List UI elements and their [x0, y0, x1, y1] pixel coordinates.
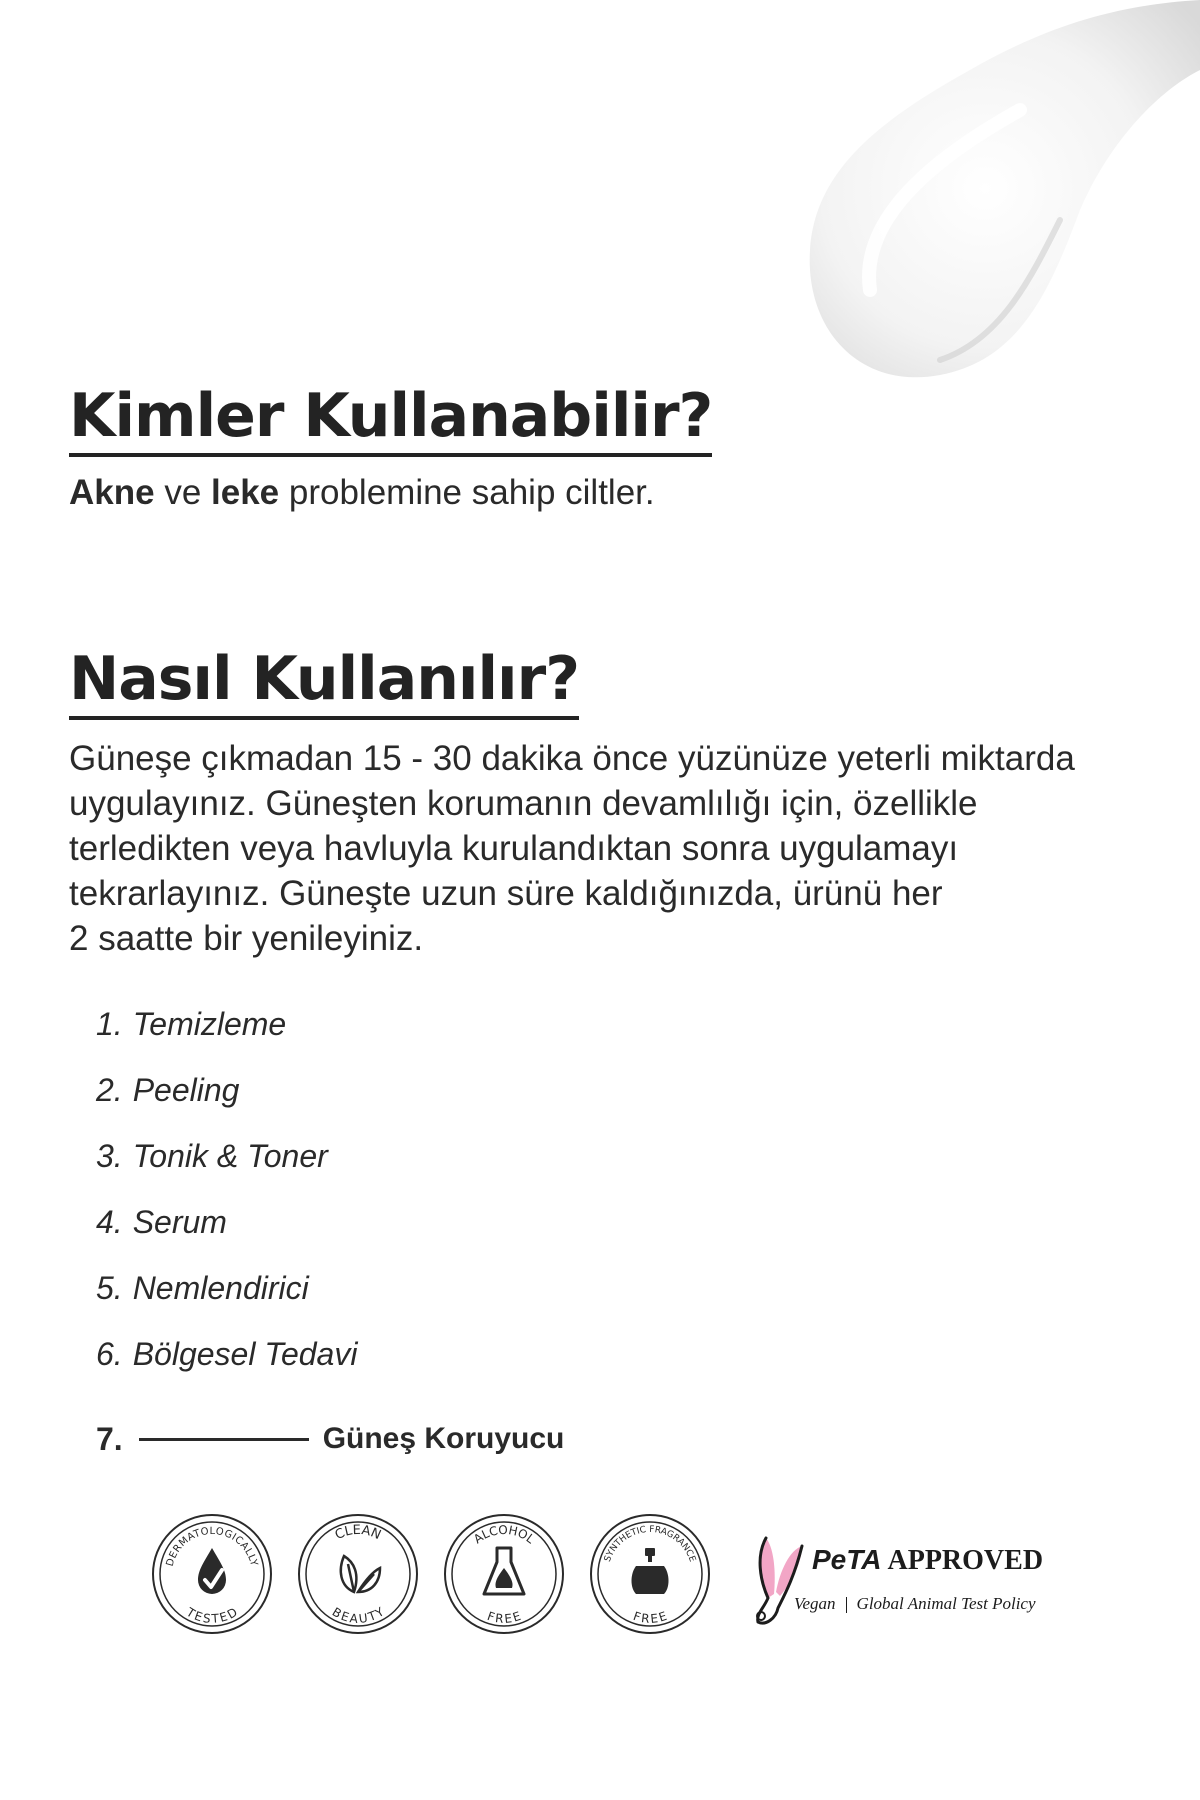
step-label: Serum: [132, 1204, 227, 1240]
approved-text: APPROVED: [887, 1545, 1044, 1576]
svg-text:CLEAN: [333, 1523, 383, 1543]
list-item: [96, 1072, 564, 1138]
svg-text:FREE: [485, 1609, 522, 1626]
badge-top-text: ALCOHOL: [470, 1522, 538, 1547]
peta-approved-title: [812, 1544, 1043, 1577]
step-number: 1.: [96, 1006, 123, 1042]
badge-bottom-text: TESTED: [183, 1604, 240, 1626]
akne-text: Akne: [69, 473, 155, 512]
step-number: 4.: [96, 1204, 123, 1240]
step-number: 7.: [96, 1420, 123, 1457]
cream-swatch-image: [640, 0, 1200, 460]
badge-top-text: SYNTHETIC FRAGRANCE: [602, 1524, 698, 1564]
paragraph-line: 2 saatte bir yenileyiniz.: [69, 919, 424, 958]
list-item: [96, 1270, 564, 1336]
alcohol-free-badge: [442, 1512, 566, 1636]
paragraph-line: uygulayınız. Güneşten korumanın devamlılığı için, özellikle: [69, 784, 978, 823]
list-item: [96, 1138, 564, 1204]
vegan-text: Vegan: [794, 1594, 836, 1613]
step-label: Nemlendirici: [132, 1270, 309, 1306]
sunscreen-step-label: Güneş Koruyucu: [322, 1422, 565, 1455]
skin-problem-text: problemine sahip ciltler.: [279, 473, 655, 512]
peta-subtitle: [794, 1594, 1036, 1614]
drop-check-icon: [198, 1548, 226, 1594]
svg-text:FREE: [631, 1609, 668, 1626]
step-label: Peeling: [132, 1072, 240, 1108]
step-label: Tonik & Toner: [132, 1138, 328, 1174]
list-item: [96, 1006, 564, 1072]
routine-steps-list: [96, 1006, 564, 1472]
ve-text: ve: [154, 473, 212, 512]
step-label: Bölgesel Tedavi: [132, 1336, 358, 1372]
clean-beauty-badge: [296, 1512, 420, 1636]
list-item: [96, 1336, 564, 1402]
leaf-icon: [341, 1556, 380, 1592]
step-number: 3.: [96, 1138, 123, 1174]
dermatologically-tested-badge: [150, 1512, 274, 1636]
step-number: 6.: [96, 1336, 123, 1372]
peta-approved-logo: [746, 1528, 1066, 1628]
who-can-use-heading: Kimler Kullanabilir?: [69, 382, 712, 457]
list-item: [96, 1204, 564, 1270]
badge-bottom-text: FREE: [485, 1608, 523, 1626]
flask-icon: [484, 1548, 524, 1594]
step-label: Temizleme: [132, 1006, 287, 1042]
how-to-use-paragraph: [69, 736, 1149, 961]
final-step-item: [96, 1406, 564, 1472]
badge-top-text: CLEAN: [332, 1522, 384, 1544]
peta-brand: PeTA: [812, 1544, 882, 1575]
paragraph-line: Güneşe çıkmadan 15 - 30 dakika önce yüzünüze yeterli miktarda: [69, 739, 1075, 778]
badge-bottom-text: FREE: [631, 1608, 669, 1626]
how-to-use-section: [69, 645, 1149, 961]
step-divider-line: [139, 1438, 309, 1441]
certification-badges: [150, 1512, 734, 1636]
badge-bottom-text: BEAUTY: [329, 1604, 387, 1626]
who-can-use-section: [69, 382, 712, 513]
perfume-bottle-icon: [632, 1548, 669, 1594]
paragraph-line: tekrarlayınız. Güneşte uzun süre kaldığınızda, ürünü her: [69, 874, 943, 913]
paragraph-line: terledikten veya havluyla kurulandıktan sonra uygulamayı: [69, 829, 959, 868]
step-number: 5.: [96, 1270, 123, 1306]
how-to-use-heading: Nasıl Kullanılır?: [69, 645, 579, 720]
leke-text: leke: [211, 473, 280, 512]
policy-text: Global Animal Test Policy: [856, 1594, 1036, 1613]
svg-text:ALCOHOL: [471, 1523, 537, 1547]
subtitle-divider: [846, 1597, 847, 1613]
badge-top-text: DERMATOLOGICALLY: [164, 1525, 260, 1568]
step-number: 2.: [96, 1072, 123, 1108]
synthetic-fragrance-free-badge: [588, 1512, 712, 1636]
who-can-use-text: [69, 473, 712, 513]
